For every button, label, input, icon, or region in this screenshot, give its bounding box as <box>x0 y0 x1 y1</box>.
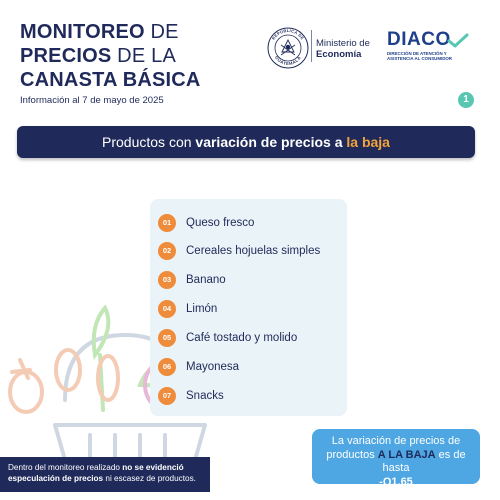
note-text-2: ni escasez de productos. <box>103 474 196 483</box>
variation-line-2-post: es de hasta <box>382 448 466 474</box>
banner-bold: variación de precios a <box>195 134 347 150</box>
info-date: Información al 7 de mayo de 2025 <box>20 95 164 106</box>
variation-summary <box>312 429 480 488</box>
title-line-1-bold: MONITOREO <box>20 21 145 43</box>
variation-line-2 <box>312 449 480 476</box>
banner-prefix: Productos con <box>102 134 196 150</box>
product-name: Café tostado y molido <box>186 332 298 344</box>
banner-accent: la baja <box>346 134 390 150</box>
page-title <box>20 20 201 92</box>
seal-bottom-text: GUATEMALA <box>273 54 303 67</box>
number-badge: 07 <box>158 387 176 405</box>
title-line-2-bold: PRECIOS <box>20 45 112 67</box>
variation-highlight: A LA BAJA <box>377 448 436 461</box>
number-badge: 01 <box>158 214 176 232</box>
diaco-logo <box>387 30 482 70</box>
page-number-badge: 1 <box>458 92 474 108</box>
variation-line-1: La variación de precios de <box>331 435 461 447</box>
seal-top-text: REPÚBLICA DE <box>270 27 306 41</box>
number-badge: 02 <box>158 242 176 260</box>
guatemala-seal-icon <box>266 26 310 70</box>
number-badge: 03 <box>158 271 176 289</box>
number-badge: 05 <box>158 329 176 347</box>
title-line-2 <box>20 44 201 68</box>
variation-line-2-pre: productos <box>326 448 378 461</box>
note-text-1: Dentro del monitoreo realizado <box>8 463 123 472</box>
title-line-1-thin: DE <box>144 21 179 43</box>
diaco-subtitle <box>387 51 482 61</box>
section-banner <box>17 126 475 158</box>
ministry-name: Economía <box>316 49 362 60</box>
ministry-label <box>316 38 370 60</box>
title-line-3 <box>20 68 201 92</box>
diaco-wordmark: DIACO <box>387 29 451 50</box>
note-text-bold: no se evidenció especulación de precios <box>8 463 184 483</box>
title-line-3-bold: CANASTA BÁSICA <box>20 69 201 91</box>
number-badge: 04 <box>158 300 176 318</box>
diaco-subtitle-2: ASISTENCIA AL CONSUMIDOR <box>387 56 452 62</box>
product-list-card <box>150 199 347 416</box>
variation-amount: -Q1.65 <box>379 475 413 488</box>
product-name: Cereales hojuelas simples <box>186 245 321 257</box>
diaco-check-icon <box>447 33 469 49</box>
product-name: Mayonesa <box>186 361 240 373</box>
monitoring-note <box>0 457 210 492</box>
diaco-subtitle-1: DIRECCIÓN DE ATENCIÓN Y <box>387 51 447 56</box>
number-badge: 06 <box>158 358 176 376</box>
product-name: Snacks <box>186 390 224 402</box>
product-name: Banano <box>186 274 226 286</box>
ministry-label-text: Ministerio de <box>316 38 370 49</box>
title-line-2-thin: DE LA <box>111 45 176 67</box>
svg-text:REPÚBLICA DE <box>271 28 306 41</box>
product-name: Limón <box>186 303 218 315</box>
svg-text:GUATEMALA <box>274 55 302 66</box>
title-line-1 <box>20 20 201 44</box>
product-name: Queso fresco <box>186 217 255 229</box>
logo-divider <box>311 30 312 62</box>
